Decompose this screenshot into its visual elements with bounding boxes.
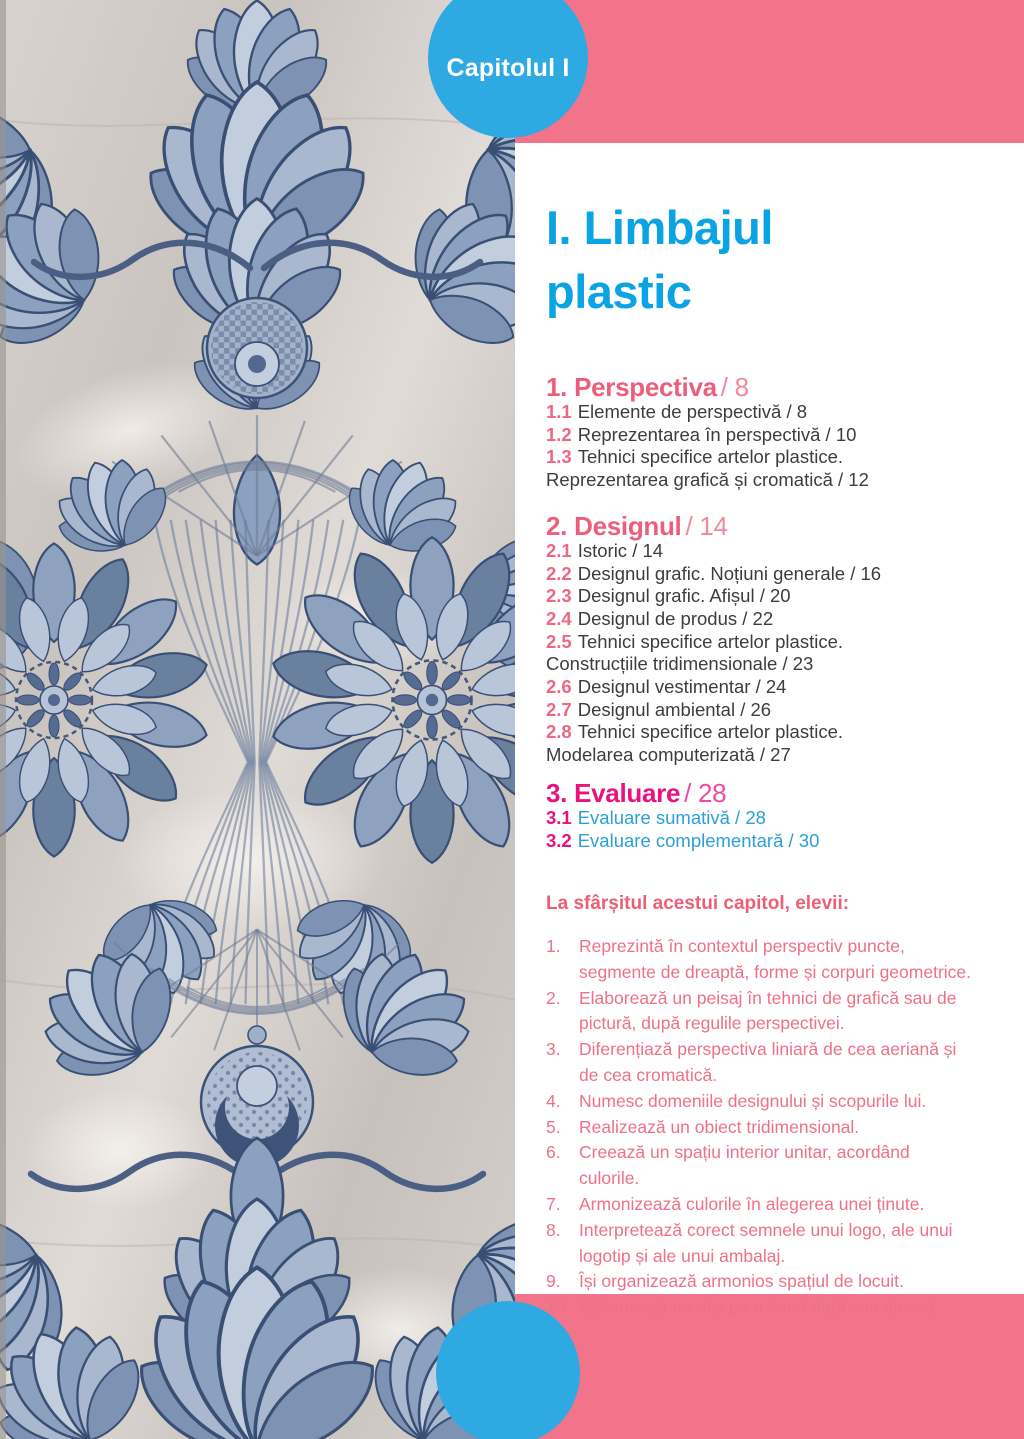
toc-item-number: 2.7 xyxy=(546,698,572,720)
toc-item-number: 1.1 xyxy=(546,401,572,422)
objective-item xyxy=(546,934,974,986)
toc-item-number: 2.6 xyxy=(546,676,572,698)
objective-text: Elaborează un peisaj în tehnici de grafică sau de pictură, după regulile perspectivei. xyxy=(579,987,957,1034)
toc-item-text: Designul grafic. Afișul / 20 xyxy=(577,585,791,607)
toc-item-number: 2.4 xyxy=(546,607,572,629)
toc-item-number: 3.1 xyxy=(546,806,572,828)
toc-item-number: 2.3 xyxy=(546,585,572,607)
toc-item-continuation: Modelarea computerizată / 27 xyxy=(546,744,791,766)
objective-item xyxy=(546,1218,974,1270)
page-title xyxy=(546,196,773,324)
toc-item-text: Designul de produs / 22 xyxy=(577,607,774,629)
toc-item-text: Istoric / 14 xyxy=(577,539,664,561)
toc-item-number: 1.3 xyxy=(546,446,572,468)
toc-item-text: Designul ambiental / 26 xyxy=(577,698,772,720)
toc-item-continuation: Reprezentarea grafică și cromatică / 12 xyxy=(546,469,869,491)
toc-item xyxy=(546,807,998,830)
top-pink-band xyxy=(515,0,1024,143)
objective-number: 4. xyxy=(546,1090,561,1111)
toc-item-text: Evaluare complementară / 30 xyxy=(577,829,820,851)
objective-item xyxy=(546,986,974,1038)
toc-item-number: 3.2 xyxy=(546,829,572,851)
objective-text: Își organizează armonios spațiul de locuit. xyxy=(579,1271,904,1292)
toc-section-title: Perspectiva xyxy=(574,372,717,402)
page-title-line1: I. Limbajul xyxy=(546,201,773,254)
objective-number: 2. xyxy=(546,987,561,1008)
toc-item xyxy=(546,830,998,853)
toc-item-text: Tehnici specifice artelor plastice. xyxy=(577,446,844,468)
objective-item xyxy=(546,1140,974,1192)
toc-section-heading xyxy=(546,779,998,807)
objective-text: Interpretează corect semnele unui logo, ale unui logotip și ale unui ambalaj. xyxy=(579,1219,953,1266)
toc-item-text: Tehnici specifice artelor plastice. xyxy=(577,630,844,652)
objective-number: 10. xyxy=(546,1297,571,1318)
bottom-circle-decoration xyxy=(436,1301,580,1439)
toc-item-text: Tehnici specifice artelor plastice. xyxy=(577,721,844,743)
toc-section-number: 2. xyxy=(546,510,568,541)
toc-item-text: Designul grafic. Noțiuni generale / 16 xyxy=(577,562,882,584)
toc-item xyxy=(546,608,998,631)
toc-section-number: 1. xyxy=(546,372,568,402)
objectives-heading: La sfârșitul acestui capitol, elevii: xyxy=(546,893,850,914)
objective-text: Reprezintă în contextul perspectiv puncte, segmente de dreaptă, forme și corpuri geometrice. xyxy=(579,936,971,982)
objective-text: Creează un spațiu interior unitar, acordând culorile. xyxy=(579,1142,910,1189)
objective-text: Realizează un obiect tridimensional. xyxy=(579,1116,860,1137)
objective-item xyxy=(546,1269,974,1295)
objective-item xyxy=(546,1192,974,1218)
toc-item-text: Evaluare sumativă / 28 xyxy=(577,806,766,828)
toc-section-heading xyxy=(546,373,998,401)
toc-section-page: / 14 xyxy=(685,510,728,541)
chapter-badge-label: Capitolul I xyxy=(446,53,570,82)
objective-text: Diferențiază perspectiva liniară de cea aeriană și de cea cromatică. xyxy=(579,1039,957,1085)
objective-number: 8. xyxy=(546,1219,561,1240)
toc-item-number: 1.2 xyxy=(546,423,572,445)
toc-item-number: 2.8 xyxy=(546,721,572,743)
toc-item xyxy=(546,540,998,563)
toc-item xyxy=(546,401,998,424)
toc-section-designul xyxy=(546,512,998,767)
objective-text: Numesc domeniile designului și scopurile lui. xyxy=(579,1090,927,1111)
objective-number: 1. xyxy=(546,936,561,956)
toc-item xyxy=(546,699,998,722)
toc-section-page: / 8 xyxy=(720,372,749,402)
toc-section-evaluare xyxy=(546,779,998,852)
toc-item xyxy=(546,446,998,491)
toc-section-heading xyxy=(546,512,998,540)
toc-section-title: Evaluare xyxy=(574,777,681,808)
toc-section-title: Designul xyxy=(574,510,682,541)
toc-item-text: Designul vestimentar / 24 xyxy=(577,676,787,698)
toc-item xyxy=(546,585,998,608)
table-of-contents xyxy=(546,373,998,852)
objective-number: 3. xyxy=(546,1039,561,1060)
objective-text: Armonizează culorile în alegerea unei ținute. xyxy=(579,1193,925,1214)
objective-item xyxy=(546,1089,974,1115)
toc-section-number: 3. xyxy=(546,777,568,808)
objective-item xyxy=(546,1115,974,1141)
toc-item xyxy=(546,424,998,447)
toc-item-number: 2.5 xyxy=(546,630,572,652)
page-title-line2: plastic xyxy=(546,265,692,318)
objective-number: 5. xyxy=(546,1116,561,1137)
toc-item xyxy=(546,631,998,676)
objectives-list xyxy=(546,934,974,1321)
objective-text: Elaborează un afiș pe o temă dată sau aleasă. xyxy=(579,1297,940,1318)
toc-item-number: 2.1 xyxy=(546,539,572,561)
objective-number: 9. xyxy=(546,1271,561,1292)
toc-section-perspectiva xyxy=(546,373,998,492)
toc-item-text: Elemente de perspectivă / 8 xyxy=(577,401,808,422)
objective-item xyxy=(546,1295,974,1321)
toc-item-number: 2.2 xyxy=(546,562,572,584)
toc-item xyxy=(546,563,998,586)
toc-section-page: / 28 xyxy=(684,777,727,808)
objective-number: 7. xyxy=(546,1193,561,1214)
objective-number: 6. xyxy=(546,1142,561,1163)
objective-item xyxy=(546,1037,974,1089)
toc-item xyxy=(546,676,998,699)
toc-item xyxy=(546,721,998,766)
toc-item-text: Reprezentarea în perspectivă / 10 xyxy=(577,423,857,445)
toc-item-continuation: Construcțiile tridimensionale / 23 xyxy=(546,653,814,675)
